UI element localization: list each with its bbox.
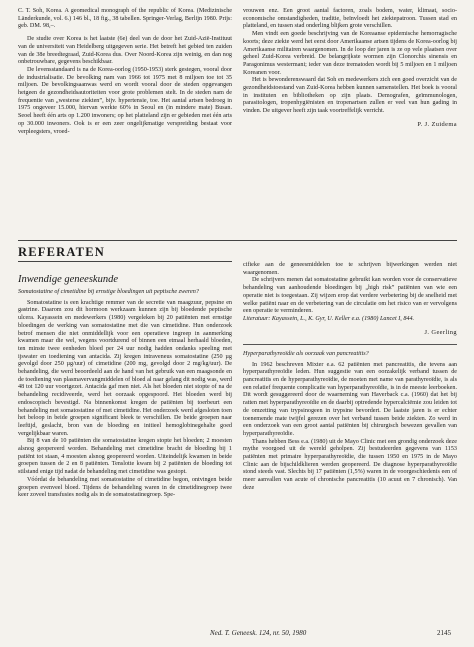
review-paragraph: De levensstandaard is na de Korea-oorlog (1950-1953) sterk gestegen, vooral door de industrialisatie. De bevolking nam van 1966 tot 1975 met 8 miljoen toe tot 35 miljoen. De bevolkingsaanwas werd en wordt vooral door de steden opgevangen hetgeen de gezondheidsautoriteiten voor grote problemen stelt. In de steden nam de frequentie van „westerse ziekten”, bijv. hypertensie, toe. Het aantal artsen bedroeg in 1975 ongeveer 15.000, hiervan werkte 60% in Seoul en (in mindere mate) Busan. Seoel heeft één arts op 1.200 inwoners; op het platteland zijn er gebieden met één arts op 30.000 inwoners. Ook is er een zeer ongelijkmatige verspreiding bestaat voor verpleegsters, vroed- (18, 66, 232, 135)
specialty-title: Inwendige geneeskunde (18, 274, 119, 285)
article-divider (243, 344, 457, 345)
abstract-paragraph: cifieke aan de geneesmiddelen toe te schrijven bijwerkingen werden niet waargenomen. (243, 262, 457, 276)
page-number: 2145 (437, 629, 451, 637)
article-title: Somatostatine of cimetidine bij ernstige bloedingen uit peptische zweren? (18, 289, 199, 295)
abstract-column-right (243, 262, 457, 493)
review-paragraph: Het is bewonderenswaard dat Soh en medewerkers zich een goed overzicht van de gezondheidstoestand van Zuid-Korea hebben kunnen samenstellen. Het boek is vooral in instituten en bibliotheken op zijn plaats. Demografen, geïmmunologen, parasitologen, tropenhygiënisten en tropenartsen zullen er veel van hun gading in vinden. De uitgever heeft zijn taak voortreffelijk verricht. (243, 77, 457, 115)
abstract-signature: J. Geerling (424, 328, 457, 336)
abstract-paragraph: Bij 8 van de 10 patiënten die somatostatine kregen stopte het bloeden; 2 moesten alsnog geopereerd worden. Behandeling met cimetidine bracht de bloeding bij 1 patiënt tot staan, 4 moesten alsnog geopereerd worden. Uiteindelijk kwamen in beide groepen tussen de 2 en 8 patiënten. Tenslotte kwam bij 2 patiënten de bloeding tot stilstand enige tijd nadat de behandeling met cimetidine was gestopt. (18, 438, 232, 476)
review-signature: P. J. Zuidema (417, 120, 457, 128)
book-review-column-left (18, 8, 232, 136)
article-title: Hyperparathyreoïdie als oorzaak van pancreatitis? (243, 350, 369, 357)
journal-reference: Ned. T. Geneesk. 124, nr. 50, 1980 (210, 629, 307, 637)
abstract-paragraph: De schrijvers menen dat somatostatine gebruikt kan worden voor de conservatieve behandeling van aanhoudende bloedingen bij „high risk” patiënten van wie een operatie niet is toegestaan. Zij wijzen erop dat verdere verbetering bij de snelheid met welke patiënt naar en de verbetering van de circulatie om het risico van er vervolgens een operatie te verminderen. (243, 277, 457, 315)
review-paragraph: Men vindt een goede beschrijving van de Koreaanse epidemische hemorragische koorts; deze ziekte werd het eerst door Amerikaanse artsen tijdens de Korea-oorlog bij Amerikaanse militairen waargenomen. In de loop der jaren is ze op vele plaatsen over geheel Zuid-Korea verbreid. De belangrijkste wormen zijn Clonorchis sinensis en Paragonimus westermani; ieder van deze trematoden wordt bij 5 miljoen en 1 miljoen Koreanen voor. (243, 31, 457, 76)
abstract-paragraph: In 1962 beschreven Mixter e.a. 62 patiënten met pancreatitis, die tevens aan hyperparathyreoïdie leden. Hun suggestie van een oorzakelijk verband tussen de pancreatitis en de hyperparathyreoïdie, de moeten met name van parathyreoïdie, is als een relatief frequente complicatie van hyperparathyreoïdie, is in de meeste leerboeken. Dit wordt gesuggereerd door de waarneming van Haverback c.a. (1960) dat het bij ratten met hyperparathyreoïdie en de daarbij optredende hypercalciëmie zou leiden tot de omzetting van trypsinogeen in trypsine bevordert. De laatste jaren is er echter toenemende mate twijfel gerezen over het verband tussen beide ziekten. Zo werd in een onderzoek van een groot aantal patiënten bij chirurgisch bewezen gevallen van hyperparathyreoïdie. (243, 361, 457, 437)
book-review-column-right (243, 8, 457, 129)
review-paragraph: De studie over Korea is het laatste (6e) deel van de door het Zuid-Azië-Instituut van de universiteit van Heidelberg uitgegeven serie. Het betreft het gebied ten zuiden van de 38e breedtegraad, Zuid-Korea dus. Over Noord-Korea zijn weinig, en dan nog onbetrouwbare, gegevens beschikbaar. (18, 36, 232, 66)
literature-reference: Literatuur: Kayassein, L., K. Gyr, U. Keller e.a. (1980) Lancet I, 844. (243, 315, 415, 322)
review-paragraph: vrouwen enz. Een groot aantal factoren, zoals bodem, water, klimaat, socio-economische omstandigheden, traditie, beïnvloedt het ziektepatroon. Tussen stad en platteland, en tussen stad onderling blijken grote verschillen. (243, 8, 457, 30)
abstract-paragraph: Vóórdat de behandeling met somatostatine of cimetidine begon, ontvingen beide groepen evenveel bloed. Tijdens de behandeling waren in de cimetidinegroep twee keer zoveel transfusies nodig als in de somatostatinegroep. Spe- (18, 476, 232, 499)
section-header: REFERATEN (18, 245, 105, 259)
book-citation: C. T. Soh, Korea. A geomedical monograph of the republic of Korea. (Medizinische Länderkunde, vol. 6.) 146 bl., 18 fig., 38 tabellen. Springer-Verlag, Berlijn 1980. Prijs: geb. DM. 98,–. (18, 8, 232, 30)
abstract-paragraph: Thans hebben Bess e.a. (1980) uit de Mayo Clinic met een grondig onderzoek deze mythe voorgoed uit de wereld geholpen. Zij bestudeerden gegevens van 1153 patiënten met primaire hyperparathyreoïdie, die tussen 1950 en 1975 in de Mayo Clinic aan de bijschildklieren werden geopereerd. De diagnose hyperparathyreoïdie stond steeds vast. Slechts bij 17 patiënten (1,5%) waren in de voorgeschiedenis een of meer aanvallen van acute of chronische pancreatitis (10 acuut en 7 chronisch). Van deze (243, 438, 457, 491)
abstract-paragraph: Somatostatine is een krachtige remmer van de secretie van maagzuur, pepsine en gastrine. Daarom zou dit hormoon werkzaam kunnen zijn bij bloedende peptische ulcera. Kayassein en medewerkers (1980) vergeleken bij 20 patiënten met ernstige bloedingen de werking van somatostatine met die van cimetidine. Hun onderzoek betrof mensen die niet onmiddellijk voor een operatieve ingreep in aanmerking kwamen maar die wel, wegens voortdurend of binnen een etmaal herhaald bloeden, ten minste twee eenheden bloed per 24 uur nodig hadden ondanks speeling met ijswater en toediening van antacida. Zij kregen intraveneus somatostatine (250 µg gevolgd door 250 µg/uur) of cimetidine (200 mg, gevolgd door 2 mg/kg/uur). De behandeling, die werd beoordeeld aan de hand van het gebruik van een maagsonde en de toediening van plasmavervangmiddelen of bloed al naar gelang dit nodig was, werd 48 tot 120 uur voortgezet. Antacida gaf men niet. Als het bloeden niet stopte of na de behandeling recidiveerde, werd het oorzaak opgespoord. Het bloeden werd bij endoscopisch bevestigd. Na binnenkomst kregen de patiënten bij toerbeurt een behandeling met somatostatine of met cimetidine. Het onderzoek werd afgesloten toen het beloop in beide groepen significant bleek te verschillen. De beide groepen naar leeftijd, geslacht, bron van de bloeding en initieel hemoglobinegehalte goed vergelijkbaar waren. (18, 299, 232, 437)
header-underline (18, 261, 232, 262)
section-divider (18, 240, 457, 241)
abstract-column-left (18, 274, 232, 500)
